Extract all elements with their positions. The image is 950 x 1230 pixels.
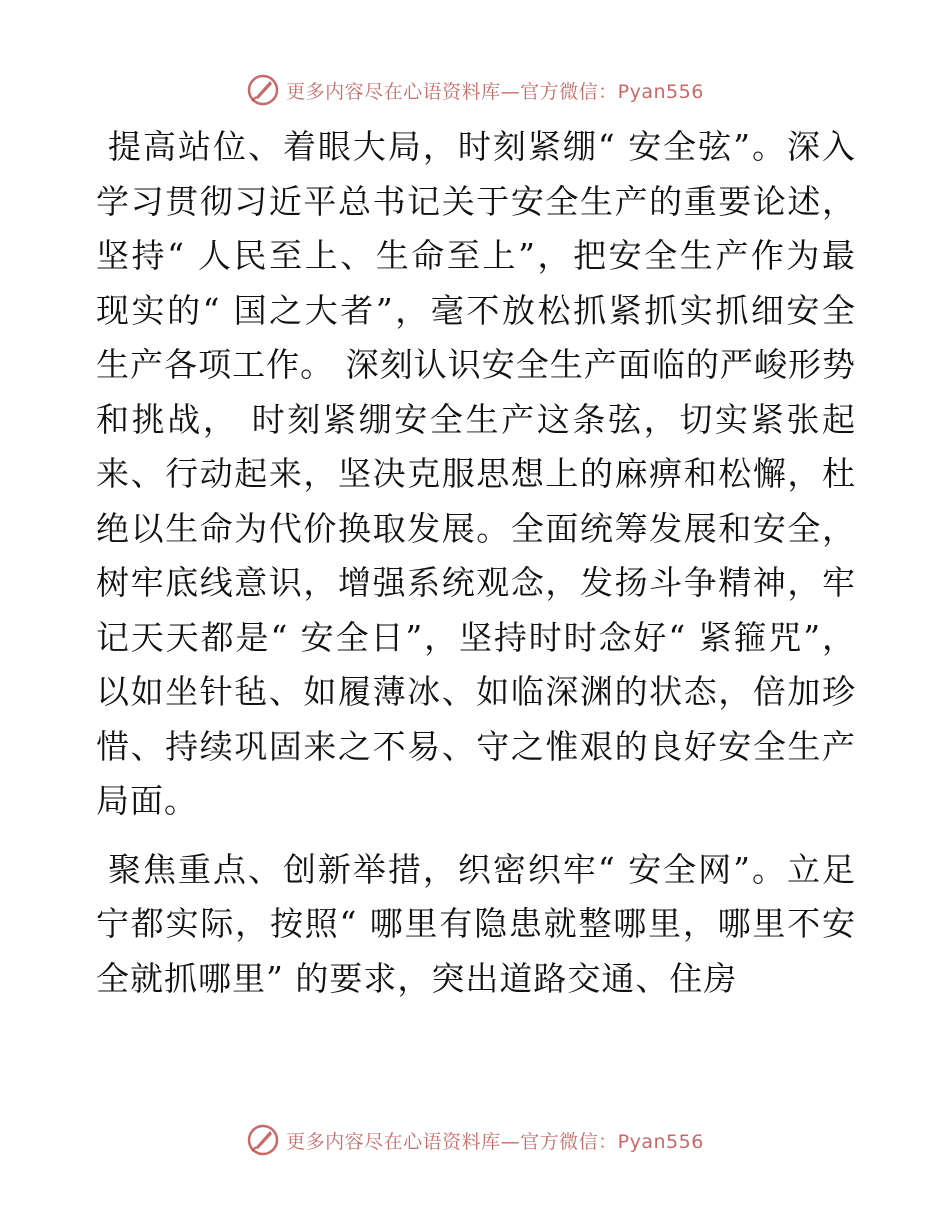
document-body	[96, 120, 856, 1006]
header-watermark	[0, 70, 950, 110]
quill-circle-logo-icon	[246, 73, 280, 107]
quill-circle-logo-icon	[246, 1123, 280, 1157]
paragraph: 提高站位、着眼大局，时刻紧绷“ 安全弦”。深入学习贯彻习近平总书记关于安全生产的重要论述，坚持“ 人民至上、生命至上”，把安全生产作为最现实的“ 国之大者”，毫不放松抓紧抓实抓细安全生产各项工作。 深刻认识安全生产面临的严峻形势和挑战， 时刻紧绷安全生产这条弦，切实紧张起来、行动起来，坚决克服思想上的麻痹和松懈，杜绝以生命为代价换取发展。全面统筹发展和安全，树牢底线意识，增强系统观念，发扬斗争精神，牢记天天都是“ 安全日”，坚持时时念好“ 紧箍咒”，以如坐针毡、如履薄冰、如临深渊的状态，倍加珍惜、持续巩固来之不易、守之惟艰的良好安全生产局面。	[96, 127, 856, 820]
footer-watermark	[0, 1120, 950, 1160]
watermark-text: 更多内容尽在心语资料库—官方微信：Pyan556	[286, 1130, 704, 1153]
paragraph: 聚焦重点、创新举措，织密织牢“ 安全网”。立足宁都实际，按照“ 哪里有隐患就整哪里，哪里不安全就抓哪里” 的要求，突出道路交通、住房	[96, 849, 856, 998]
watermark-text: 更多内容尽在心语资料库—官方微信：Pyan556	[286, 80, 704, 103]
